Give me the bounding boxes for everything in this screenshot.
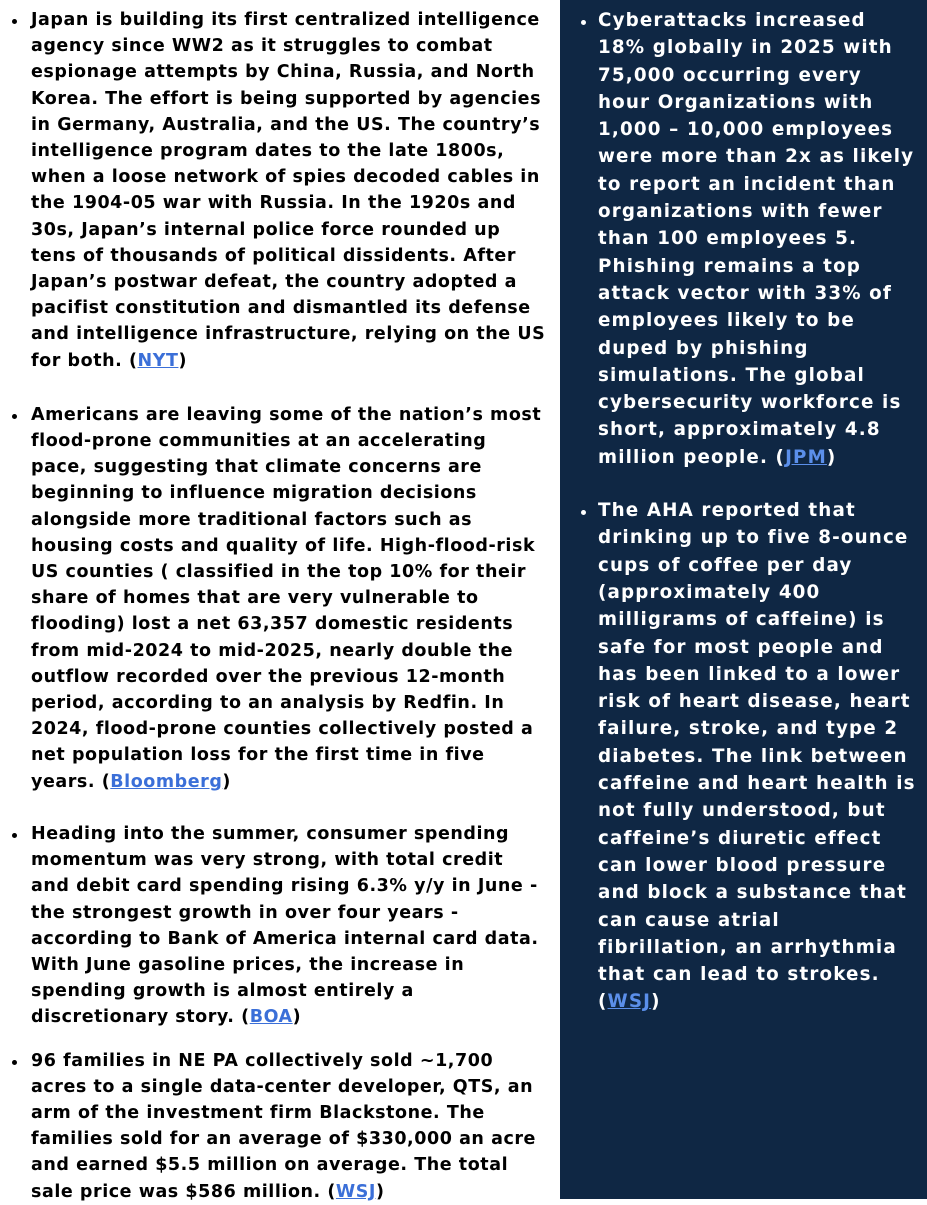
bullet-dot-icon: [12, 1060, 17, 1065]
source-link-nyt[interactable]: NYT: [137, 350, 179, 371]
bullet-dot-icon: [12, 833, 17, 838]
source-link-jpm[interactable]: JPM: [785, 446, 827, 468]
source-link-boa[interactable]: BOA: [249, 1007, 293, 1028]
item-text: 96 families in NE PA collectively sold ~1,700 acres to a single data-center developer, QTS, an arm of the investment firm Blackstone. The families sold for an average of $330,000 an acre and earned $5.5 million on average. The total sale price was $586 million. (: [31, 1050, 536, 1202]
item-text: Americans are leaving some of the nation’s most flood-prone communities at an accelerating pace, suggesting that climate concerns are beginning to influence migration decisions alongside more traditional factors such as housing costs and quality of life. High-flood-risk US counties ( classified in the top 10% for their share of homes that are very vulnerable to flooding) lost a net 63,357 domestic residents from mid-2024 to mid-2025, nearly double the outflow recorded over the previous 12-month period, according to an analysis by Redfin. In 2024, flood-prone counties collectively posted a net population loss for the first time in five years. (: [31, 404, 542, 792]
list-item-cyberattacks: [560, 7, 916, 471]
source-link-wsj[interactable]: WSJ: [335, 1181, 376, 1202]
list-item-coffee-health: [560, 497, 916, 1016]
item-text: The AHA reported that drinking up to five 8-ounce cups of coffee per day (approximately 400 milligrams of caffeine) is safe for most people and has been linked to a lower risk of heart disease, heart failure, stroke, and type 2 diabetes. The link between caffeine and heart health is not fully understood, but caffeine’s diuretic effect can lower blood pressure and block a substance that can cause atrial fibrillation, an arrhythmia that can lead to strokes. (: [598, 500, 916, 1013]
list-item-data-center-land: [0, 1048, 546, 1205]
item-close: ): [292, 1007, 302, 1028]
item-text: Heading into the summer, consumer spending momentum was very strong, with total credit and debit card spending rising 6.3% y/y in June - the strongest growth in over four years - according to Bank of America internal card data. With June gasoline prices, the increase in spending growth is almost entirely a discretionary story. (: [31, 823, 539, 1028]
source-link-bloomberg[interactable]: Bloomberg: [110, 771, 223, 792]
item-close: ): [222, 771, 231, 792]
item-close: ): [376, 1181, 385, 1202]
list-item-consumer-spending: [0, 821, 546, 1031]
source-link-wsj[interactable]: WSJ: [607, 991, 652, 1013]
item-text: Japan is building its first centralized intelligence agency since WW2 as it struggles to combat espionage attempts by China, Russia, and North Korea. The effort is being supported by agencies in Germany, Australia, and the US. The country’s intelligence program dates to the late 1800s, when a loose network of spies decoded cables in the 1904-05 war with Russia. In the 1920s and 30s, Japan’s internal police force rounded up tens of thousands of political dissidents. After Japan’s postwar defeat, the country adopted a pacifist constitution and dismantled its defense and intelligence infrastructure, relying on the US for both. (: [31, 10, 546, 371]
item-close: ): [651, 991, 661, 1013]
list-item-japan-intelligence: [0, 7, 546, 374]
bullet-dot-icon: [12, 414, 17, 419]
bullet-dot-icon: [581, 510, 586, 515]
bullet-dot-icon: [12, 19, 17, 24]
bullet-dot-icon: [581, 20, 586, 25]
item-close: ): [826, 446, 837, 468]
list-item-flood-migration: [0, 402, 546, 795]
item-close: ): [178, 350, 187, 371]
item-text: Cyberattacks increased 18% globally in 2025 with 75,000 occurring every hour Organizations with 1,000 – 10,000 employees were more than 2x as likely to report an incident than organizations with fewer than 100 employees 5. Phishing remains a top attack vector with 33% of employees likely to be duped by phishing simulations. The global cybersecurity workforce is short, approximately 4.8 million people. (: [598, 10, 915, 468]
right-news-panel: [560, 0, 927, 1199]
right-bullet-list: [560, 0, 927, 1016]
